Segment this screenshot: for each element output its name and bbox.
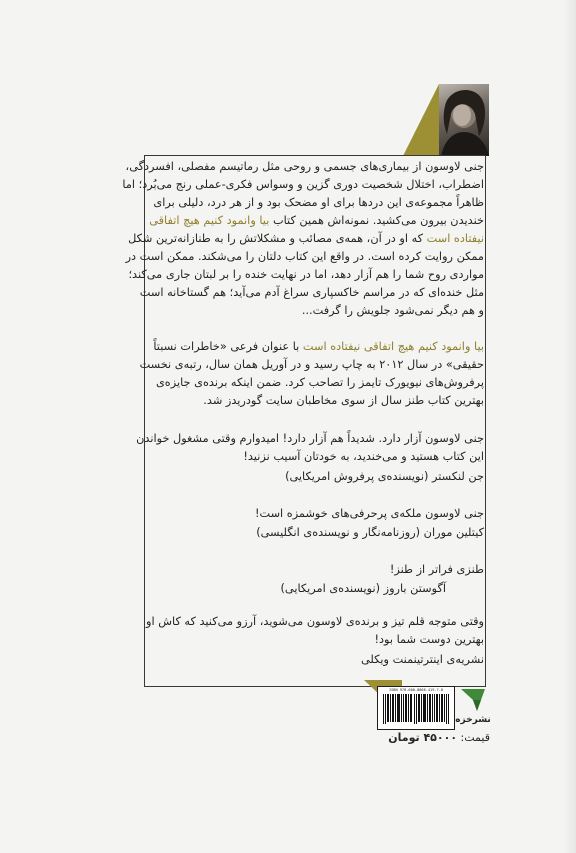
isbn-text: ISBN 978-600-8866-419-7-8 — [388, 688, 444, 692]
quote-attribution: آگوستن باروز (نویسنده‌ی امریکایی) — [280, 582, 446, 595]
quote-attribution: جن لنکستر (نویسنده‌ی پرفروش امریکایی) — [285, 470, 484, 483]
description-line: جنی لاوسون از بیماری‌های جسمی و روحی مثل رماتیسم مفصلی، افسردگی، — [125, 160, 484, 173]
quote-attribution: کیتلین موران (روزنامه‌نگار و نویسنده‌ی انگلیسی) — [256, 526, 484, 539]
quote-line: وقتی متوجه قلم تیز و برنده‌ی لاوسون می‌شوید، آرزو می‌کنید که کاش او — [146, 615, 484, 628]
description-line: ظاهراً مجموعه‌ی این دردها برای او مضحک بود و از هر درد، دلیلی برای — [153, 196, 484, 209]
publication-line: بیا وانمود کنیم هیچ اتفاقی نیفتاده است با عنوان فرعی «خاطرات نسبتاً — [153, 340, 484, 353]
description-line: مثل خنده‌ای که در مراسم خاکسپاری سراغ آدم می‌آید؛ هم گستاخانه است — [139, 286, 484, 299]
description-line: و هم دیگر نمی‌شود جلویش را گرفت... — [301, 304, 484, 317]
book-title-highlight-cont: نیفتاده است — [426, 232, 484, 245]
quote-line: بهترین دوست شما بود! — [374, 633, 484, 646]
book-title-highlight: بیا وانمود کنیم هیچ اتفاقی نیفتاده است — [302, 340, 484, 353]
publication-line: پرفروش‌های نیویورک تایمز را تصاحب کرد. ضمن اینکه برنده‌ی جایزه‌ی — [155, 376, 484, 389]
quote-line: جنی لاوسون ملکه‌ی پرحرفی‌های خوشمزه است! — [254, 507, 484, 520]
author-photo — [439, 84, 489, 156]
description-line: مواردی روح شما را هم آزار دهد، اما در نهایت خنده را بر لبتان جاری می‌کند؛ — [128, 268, 484, 281]
quote-attribution: نشریه‌ی اینترتینمنت ویکلی — [360, 653, 484, 666]
quote-line: طنزی فراتر از طنز! — [389, 563, 484, 576]
description-line: خندیدن بیرون می‌کشید. نمونه‌اش همین کتاب بیا وانمود کنیم هیچ اتفاقی — [149, 214, 484, 227]
publication-line: بهترین کتاب طنز سال از سوی مخاطبان سایت گودریدز شد. — [203, 394, 484, 407]
description-line: نیفتاده است که او در آن، همه‌ی مصائب و مشکلاتش را به طنازانه‌ترین شکل — [128, 232, 484, 245]
publisher-name: نشرخزه — [455, 715, 491, 725]
moss-leaf-icon — [458, 686, 488, 714]
book-title-highlight: بیا وانمود کنیم هیچ اتفاقی — [149, 214, 270, 227]
isbn-barcode — [377, 686, 455, 730]
quote-line: این کتاب هستید و می‌خندید، به خودتان آسیب نزنید! — [243, 450, 484, 463]
description-line: اضطراب، اختلال شخصیت دوری گزین و وسواس فکری-عملی رنج می‌بُرد؛ اما — [122, 178, 484, 191]
price-prefix: قیمت: — [460, 731, 490, 744]
barcode-bars-icon — [378, 687, 454, 729]
price-label — [380, 731, 490, 744]
page-edge-shadow — [564, 0, 576, 853]
publication-line: حقیقی» در سال ۲۰۱۲ به چاپ رسید و در آوریل همان سال، رتبه‌ی نخست — [139, 358, 484, 371]
quote-line: جنی لاوسون آزار دارد. شدیداً هم آزار دارد! امیدوارم وقتی مشغول خواندن — [136, 432, 484, 445]
description-line: ممکن روایت کرده است. در واقع این کتاب دلتان را می‌شکند. ممکن است در — [125, 250, 484, 263]
price-amount: ۴۵۰۰۰ تومان — [388, 731, 458, 744]
